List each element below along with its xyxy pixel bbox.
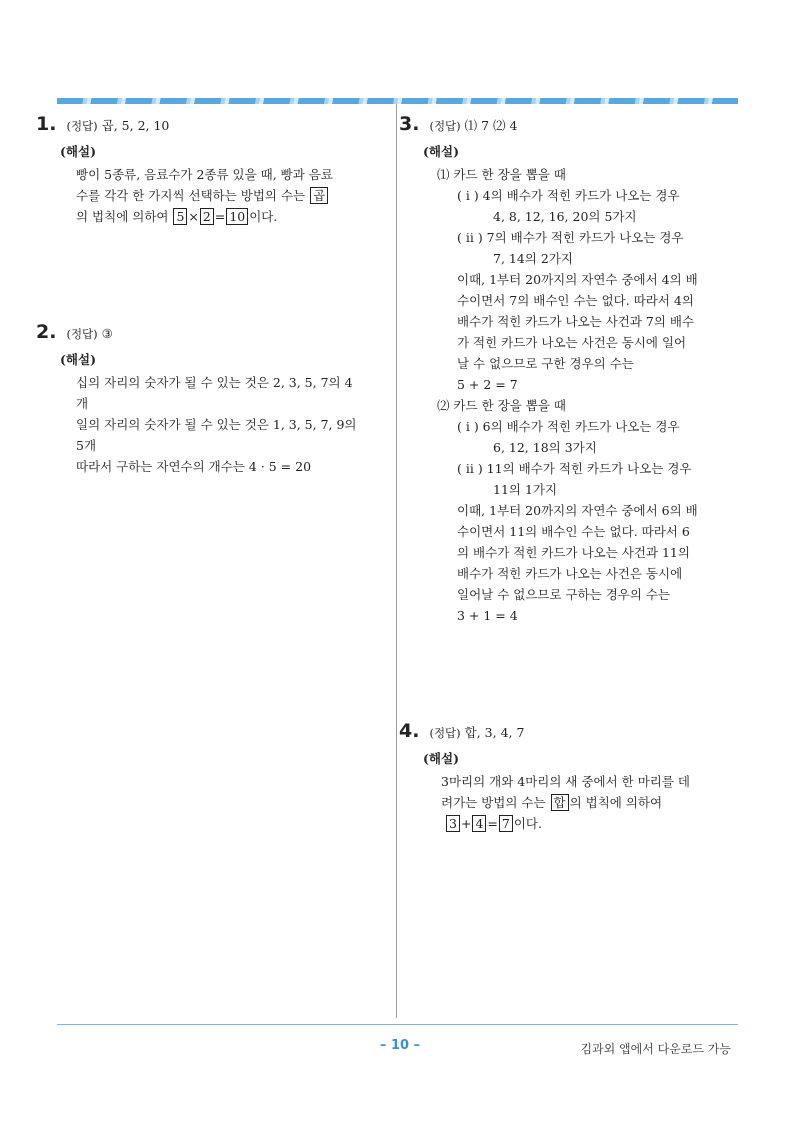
problem-1-header: [36, 114, 381, 137]
solution-label: (해설): [60, 352, 96, 367]
case-value: 4, 8, 12, 16, 20의 5가지: [493, 209, 637, 224]
solution-body: [441, 771, 739, 834]
line-text: 의 법칙에 의하여: [76, 209, 173, 224]
answer-label: (정답): [429, 119, 461, 133]
problem-3-header: [399, 114, 739, 137]
answer-label: (정답): [429, 726, 461, 740]
solution-line: 이때, 1부터 20까지의 자연수 중에서 4의 배: [457, 272, 698, 287]
solution-label: (해설): [60, 144, 96, 159]
solution-line: [76, 185, 381, 206]
problem-number: 2.: [36, 321, 57, 343]
answer-blank-box: 2: [200, 208, 214, 225]
answer-text: 곱, 5, 2, 10: [101, 118, 170, 133]
answer-text: ⑴ 7 ⑵ 4: [464, 118, 518, 133]
case-block: [457, 185, 739, 395]
solution-line: [76, 206, 381, 227]
solution-line: 5 + 2 = 7: [457, 377, 518, 392]
solution-line: 3 + 1 = 4: [457, 608, 518, 623]
answer-label: (정답): [66, 327, 98, 341]
operator: +: [460, 816, 472, 831]
solution-line: 의 배수가 적힌 카드가 나오는 사건과 11의: [457, 545, 690, 560]
case-line: ( i ) 6의 배수가 적힌 카드가 나오는 경우: [457, 419, 680, 434]
case-line: ( i ) 4의 배수가 적힌 카드가 나오는 경우: [457, 188, 680, 203]
solution-line: 빵이 5종류, 음료수가 2종류 있을 때, 빵과 음료: [76, 167, 333, 182]
operator: =: [487, 816, 498, 831]
solution-line: 개: [76, 396, 89, 411]
solution-body: [437, 164, 739, 626]
line-text: 이다.: [513, 816, 542, 831]
answer-text: 합, 3, 4, 7: [464, 725, 525, 740]
case-value: 7, 14의 2가지: [493, 251, 573, 266]
solution-label: (해설): [423, 751, 459, 766]
part-heading: ⑵ 카드 한 장을 뽑을 때: [437, 398, 566, 413]
answer-blank-box: 5: [173, 208, 187, 225]
problem-number: 1.: [36, 113, 57, 135]
answer-label: (정답): [66, 119, 98, 133]
case-block: [457, 416, 739, 626]
solution-line: 일의 자리의 숫자가 될 수 있는 것은 1, 3, 5, 7, 9의: [76, 417, 357, 432]
line-text: 이다.: [249, 209, 278, 224]
line-text: 의 법칙에 의하여: [569, 795, 663, 810]
footer-rule: [57, 1024, 738, 1025]
solution-line: 따라서 구하는 자연수의 개수는 4 · 5 = 20: [76, 459, 312, 474]
solution-line: 5개: [76, 438, 97, 453]
solution-body: [76, 372, 381, 477]
answer-blank-box: 4: [472, 815, 486, 832]
solution-line: 수이면서 11의 배수인 수는 없다. 따라서 6: [457, 524, 690, 539]
solution-line: 3마리의 개와 4마리의 새 중에서 한 마리를 데: [441, 774, 690, 789]
line-text: 려가는 방법의 수는: [441, 795, 550, 810]
solution-line: [441, 792, 739, 813]
operator: =: [214, 209, 226, 224]
solution-line: 일어날 수 없으므로 구하는 경우의 수는: [457, 587, 671, 602]
case-value: 6, 12, 18의 3가지: [493, 440, 597, 455]
solution-line: 십의 자리의 숫자가 될 수 있는 것은 2, 3, 5, 7의 4: [76, 375, 353, 390]
case-line: ( ii ) 7의 배수가 적힌 카드가 나오는 경우: [457, 230, 684, 245]
case-value: 11의 1가지: [493, 482, 558, 497]
solution-line: 이때, 1부터 20까지의 자연수 중에서 6의 배: [457, 503, 698, 518]
problem-2: [36, 322, 381, 477]
solution-body: [76, 164, 381, 227]
solution-line: 배수가 적힌 카드가 나오는 사건과 7의 배수: [457, 314, 695, 329]
solution-line: 날 수 없으므로 구한 경우의 수는: [457, 356, 634, 371]
solution-line: [445, 813, 739, 834]
answer-blank-box: 합: [551, 794, 569, 811]
solution-line: 수이면서 7의 배수인 수는 없다. 따라서 4의: [457, 293, 694, 308]
page-number: – 10 –: [379, 1038, 421, 1053]
problem-4: [399, 721, 739, 834]
answer-text: ③: [101, 326, 113, 341]
problem-1: [36, 114, 381, 227]
footer-note: 김과외 앱에서 다운로드 가능: [580, 1042, 731, 1056]
solution-line: 배수가 적힌 카드가 나오는 사건은 동시에: [457, 566, 683, 581]
solution-label: (해설): [423, 144, 459, 159]
problem-4-header: [399, 721, 739, 744]
answer-blank-box: 곱: [310, 187, 328, 204]
problem-3: [399, 114, 739, 626]
solution-line: 가 적힌 카드가 나오는 사건은 동시에 일어: [457, 335, 687, 350]
problem-number: 3.: [399, 113, 420, 135]
problem-2-header: [36, 322, 381, 345]
header-stripe: [57, 98, 738, 104]
case-line: ( ii ) 11의 배수가 적힌 카드가 나오는 경우: [457, 461, 692, 476]
problem-number: 4.: [399, 720, 420, 742]
part-heading: ⑴ 카드 한 장을 뽑을 때: [437, 167, 566, 182]
answer-blank-box: 3: [446, 815, 460, 832]
answer-blank-box: 7: [499, 815, 513, 832]
line-text: 수를 각각 한 가지씩 선택하는 방법의 수는: [76, 188, 310, 203]
operator: ×: [188, 209, 199, 224]
answer-blank-box: 10: [226, 208, 248, 225]
column-divider: [396, 104, 397, 1018]
